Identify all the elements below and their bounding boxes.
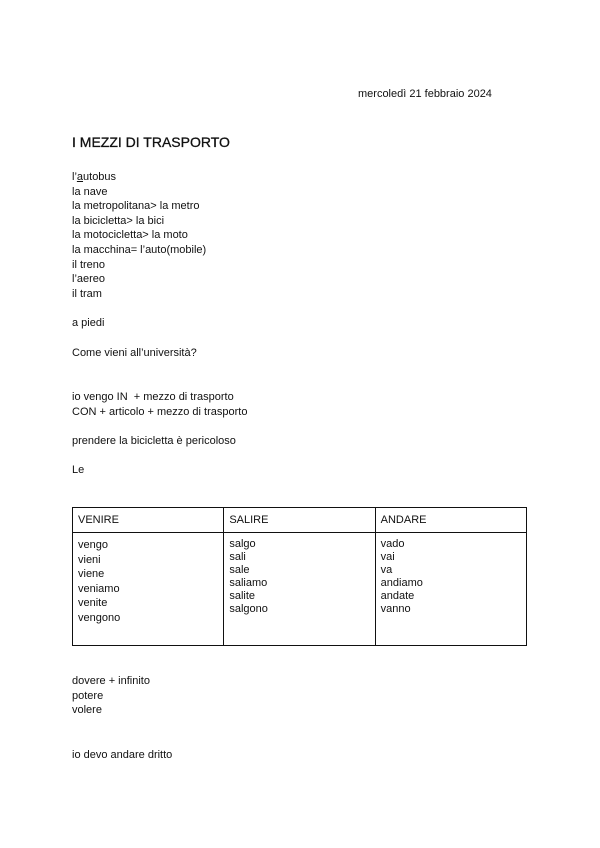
- conjugation: sali: [229, 551, 246, 563]
- vehicle-list: [72, 170, 206, 301]
- vehicle-item: la motocicletta> la moto: [72, 229, 188, 242]
- a-piedi-text: a piedi: [72, 317, 105, 329]
- question-text: Come vieni all’università?: [72, 347, 197, 359]
- date-header: mercoledì 21 febbraio 2024: [358, 88, 492, 100]
- conjugation: vengo: [78, 539, 108, 551]
- rules-block: [72, 390, 247, 419]
- conjugation: vieni: [78, 553, 101, 566]
- underlined-letter: a: [76, 171, 84, 183]
- conjugation: vengono: [78, 611, 121, 624]
- vehicle-item: la macchina= l’auto(mobile): [72, 243, 207, 256]
- header-venire: VENIRE: [73, 508, 224, 533]
- vehicle-article: l’: [72, 171, 77, 183]
- page-title: I MEZZI DI TRASPORTO: [72, 134, 230, 150]
- rule-line: CON + articolo + mezzo di trasporto: [72, 405, 248, 418]
- example-line: [72, 434, 236, 449]
- vehicle-item-autobus: [72, 170, 206, 185]
- conjugation: salgo: [229, 538, 256, 550]
- header-salire: SALIRE: [224, 508, 375, 533]
- vehicle-item: la bicicletta> la bici: [72, 214, 165, 227]
- conjugation: va: [380, 564, 393, 576]
- venire-conjugations: [73, 533, 224, 646]
- modal-line: potere: [72, 689, 104, 702]
- conjugation: viene: [78, 568, 105, 581]
- example-text: prendere la bicicletta è pericoloso: [72, 435, 236, 447]
- conjugation: salgono: [229, 603, 268, 615]
- question-line: [72, 346, 197, 361]
- vehicle-item: la metropolitana> la metro: [72, 200, 200, 213]
- conjugation: vai: [380, 551, 395, 563]
- header-andare: ANDARE: [375, 508, 526, 533]
- conjugation: andiamo: [380, 577, 423, 589]
- rule-line: io vengo IN + mezzo di trasporto: [72, 391, 234, 403]
- le-line: [72, 463, 84, 478]
- conjugation: salite: [229, 590, 256, 602]
- vehicle-item: l’aereo: [72, 273, 106, 286]
- final-sentence-line: [72, 748, 172, 763]
- conjugation: vanno: [380, 603, 411, 615]
- final-sentence-text: io devo andare dritto: [72, 749, 173, 761]
- vehicle-item: il tram: [72, 287, 102, 300]
- vehicle-item: il treno: [72, 258, 106, 271]
- a-piedi-line: [72, 316, 104, 331]
- conjugation: venite: [78, 597, 108, 610]
- table-header-row: [73, 508, 527, 533]
- modals-block: [72, 674, 150, 718]
- vehicle-item: la nave: [72, 185, 108, 198]
- le-text: Le: [72, 464, 85, 476]
- conjugation: veniamo: [78, 582, 120, 595]
- vehicle-word-rest: utobus: [83, 171, 117, 183]
- conjugation: vado: [380, 538, 405, 550]
- salire-conjugations: [224, 533, 375, 646]
- andare-conjugations: [375, 533, 526, 646]
- modal-line: dovere + infinito: [72, 675, 150, 687]
- modal-line: volere: [72, 704, 102, 717]
- verb-conjugation-table: [72, 507, 527, 646]
- conjugation: saliamo: [229, 577, 268, 589]
- conjugation: sale: [229, 564, 250, 576]
- table-row: [73, 533, 527, 646]
- conjugation: andate: [380, 590, 415, 602]
